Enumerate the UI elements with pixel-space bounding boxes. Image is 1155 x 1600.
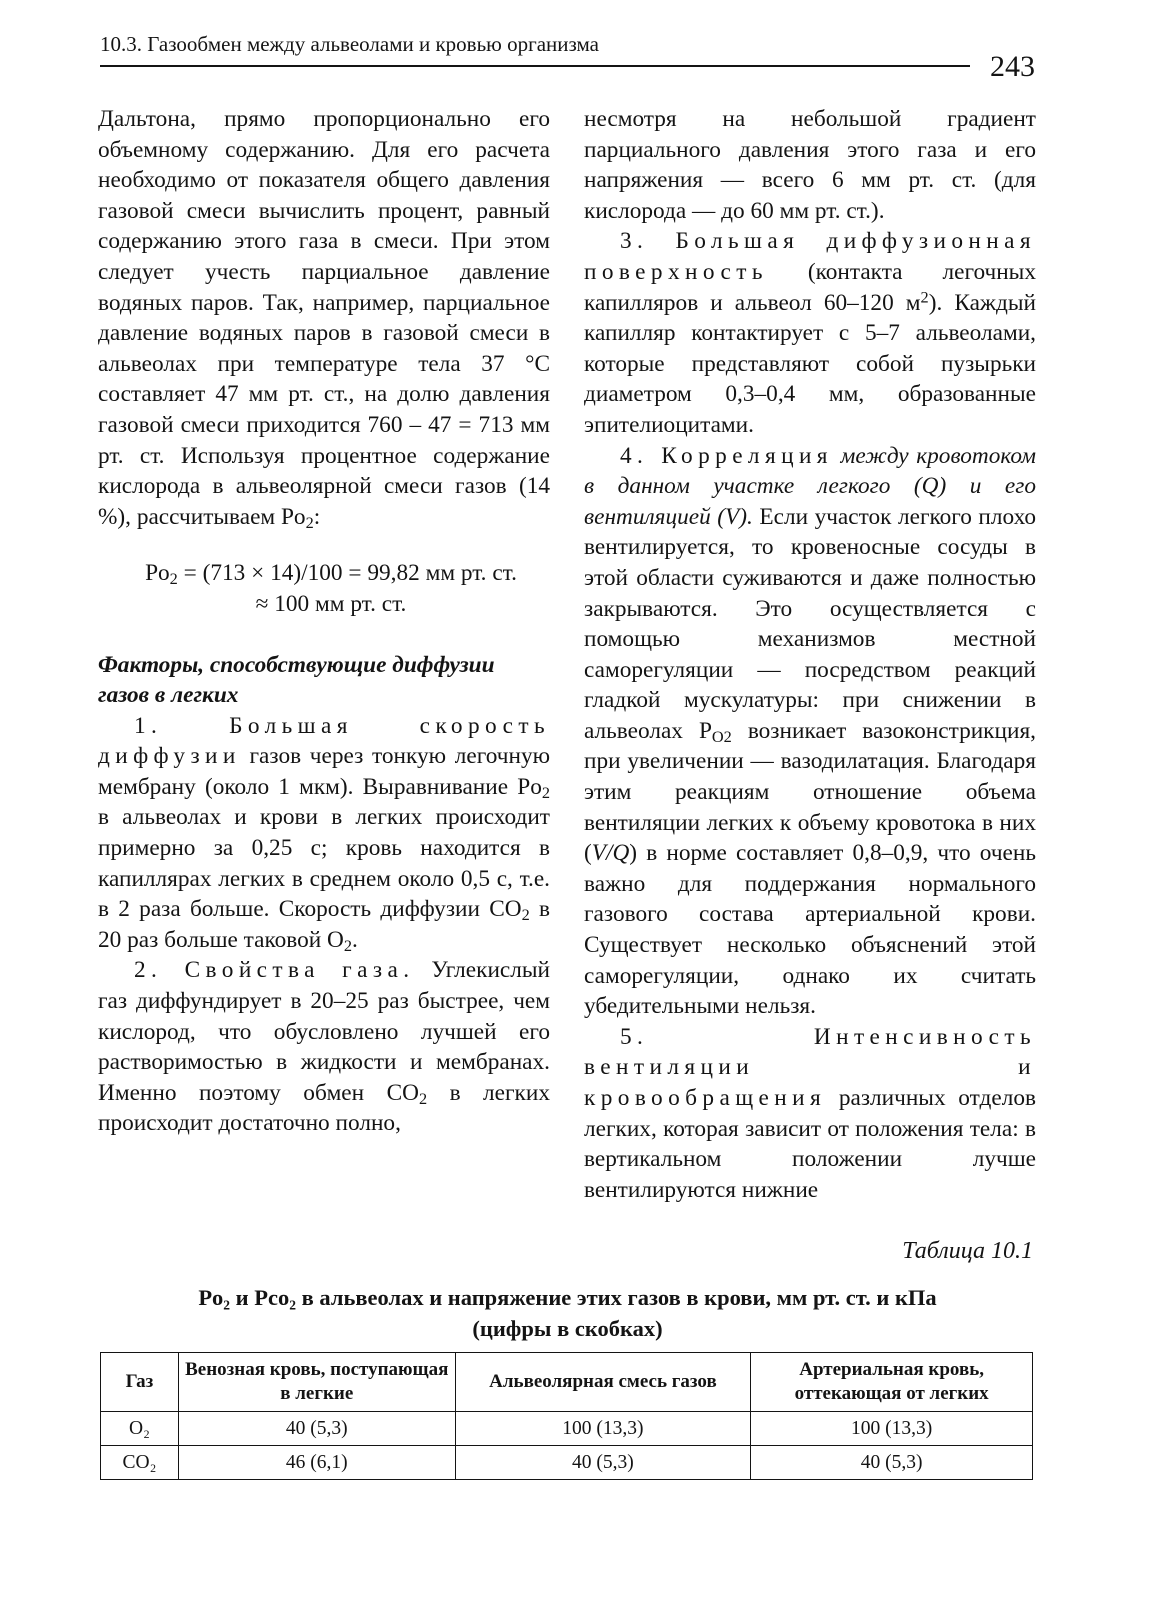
table-cell: 100 (13,3) [455, 1412, 751, 1446]
factor-item: 3. Большая диффузионная поверхность (контакта легочных капилляров и альвеол 60–120 $м^2$). Каждый капилляр контактирует с 5–7 альвеолами, которые представляют собой пузырьки диаметром 0,3–0,4 мм, образованные эпителиоцитами. [584, 228, 1036, 438]
factor-item: 5. Интенсивность вентиляции и кровообращения различных отделов легких, которая зависит от положения тела: в вертикальном положении лучше вентилируются нижние [584, 1023, 1036, 1203]
table-cell: 40 (5,3) [455, 1446, 751, 1480]
factor-item: 1. Большая скорость диффузии газов через тонкую легочную мембрану (около 1 мкм). Выравнивание $Po_2$ в альвеолах и крови в легких происходит примерно за 0,25 с; кровь находится в капиллярах легких в среднем около 0,5 с, т.е. в 2 раза больше. Скорость диффузии $CO_2$ в 20 раз больше таковой $O_2$. [98, 712, 550, 955]
left-column [98, 104, 550, 1139]
table-title: Po₂ и Pco₂ в альвеолах и напряжение этих газов в крови, мм рт. ст. и кПа (цифры в скобках) [198, 1285, 937, 1341]
table-header-row [101, 1353, 1033, 1412]
table-cell: 100 (13,3) [751, 1412, 1033, 1446]
header-rule [100, 65, 970, 67]
right-column [584, 104, 1036, 1205]
table-cell: CO₂ [101, 1446, 179, 1480]
formula [98, 558, 550, 619]
running-head: 10.3. Газообмен между альвеолами и кровью организма [100, 32, 599, 56]
gas-table [100, 1352, 1033, 1480]
column-header: Альвеолярная смесь газов [455, 1353, 751, 1412]
table-cell: 46 (6,1) [178, 1446, 455, 1480]
formula-line: $Po_2 = (713 \times 14)/100 = 99,82$ мм рт. ст. [145, 560, 517, 589]
table-row [101, 1412, 1033, 1446]
paragraph: несмотря на небольшой градиент парциального давления этого газа и его напряжения — всего 6 мм рт. ст. (для кислорода — до 60 мм рт. ст.). [584, 106, 1036, 224]
table-label: Таблица 10.1 [902, 1238, 1033, 1264]
factor-item: 2. Свойства газа. Углекислый газ диффундирует в 20–25 раз быстрее, чем кислород, что обусловлено лучшей его растворимостью в жидкости и мембранах. Именно поэтому обмен $CO_2$ в легких происходит достаточно полно, [98, 957, 550, 1137]
formula-line: ≈ 100 мм рт. ст. [255, 590, 407, 617]
column-header: Венозная кровь, поступающая в легкие [178, 1353, 455, 1412]
table-cell: O₂ [101, 1412, 179, 1446]
table-cell: 40 (5,3) [178, 1412, 455, 1446]
factor-item: 4. Корреляция между кровотоком в данном участке легкого (Q) и его вентиляцией (V). Если участок легкого плохо вентилируется, то кровеносные сосуды в этой области суживаются и даже полностью закрываются. Это осуществляется с помощью механизмов местной саморегуляции — посредством реакций гладкой мускулатуры: при снижении в альвеолах $P_{O2}$ возникает вазоконстрикция, при увеличении — вазодилатация. Благодаря этим реакциям отношение объема вентиляции легких к объему кровотока в них (V/Q) в норме составляет 0,8–0,9, что очень важно для поддержания нормального газового состава артериальной крови. Существует несколько объяснений этой саморегуляции, однако их считать убедительными нельзя. [584, 442, 1037, 1020]
column-header: Газ [101, 1353, 179, 1412]
column-header: Артериальная кровь, оттекающая от легких [751, 1353, 1033, 1412]
table-cell: 40 (5,3) [751, 1446, 1033, 1480]
paragraph: Дальтона, прямо пропорционально его объемному содержанию. Для его расчета необходимо от показателя общего давления газовой смеси вычислить процент, равный содержанию этого газа в смеси. При этом следует учесть парциальное давление водяных паров. Так, например, парциальное давление водяных паров в газовой смеси в альвеолах при температуре тела 37 °С составляет 47 мм рт. ст., на долю давления газовой смеси приходится 760 – 47 = 713 мм рт. ст. Используя процентное содержание кислорода в альвеолярной смеси газов (14 %), рассчитываем $Po_2$: [98, 106, 550, 532]
table-row [101, 1446, 1033, 1480]
page-number: 243 [990, 50, 1035, 83]
section-heading: Факторы, способствующие диффузии газов в легких [98, 651, 495, 709]
